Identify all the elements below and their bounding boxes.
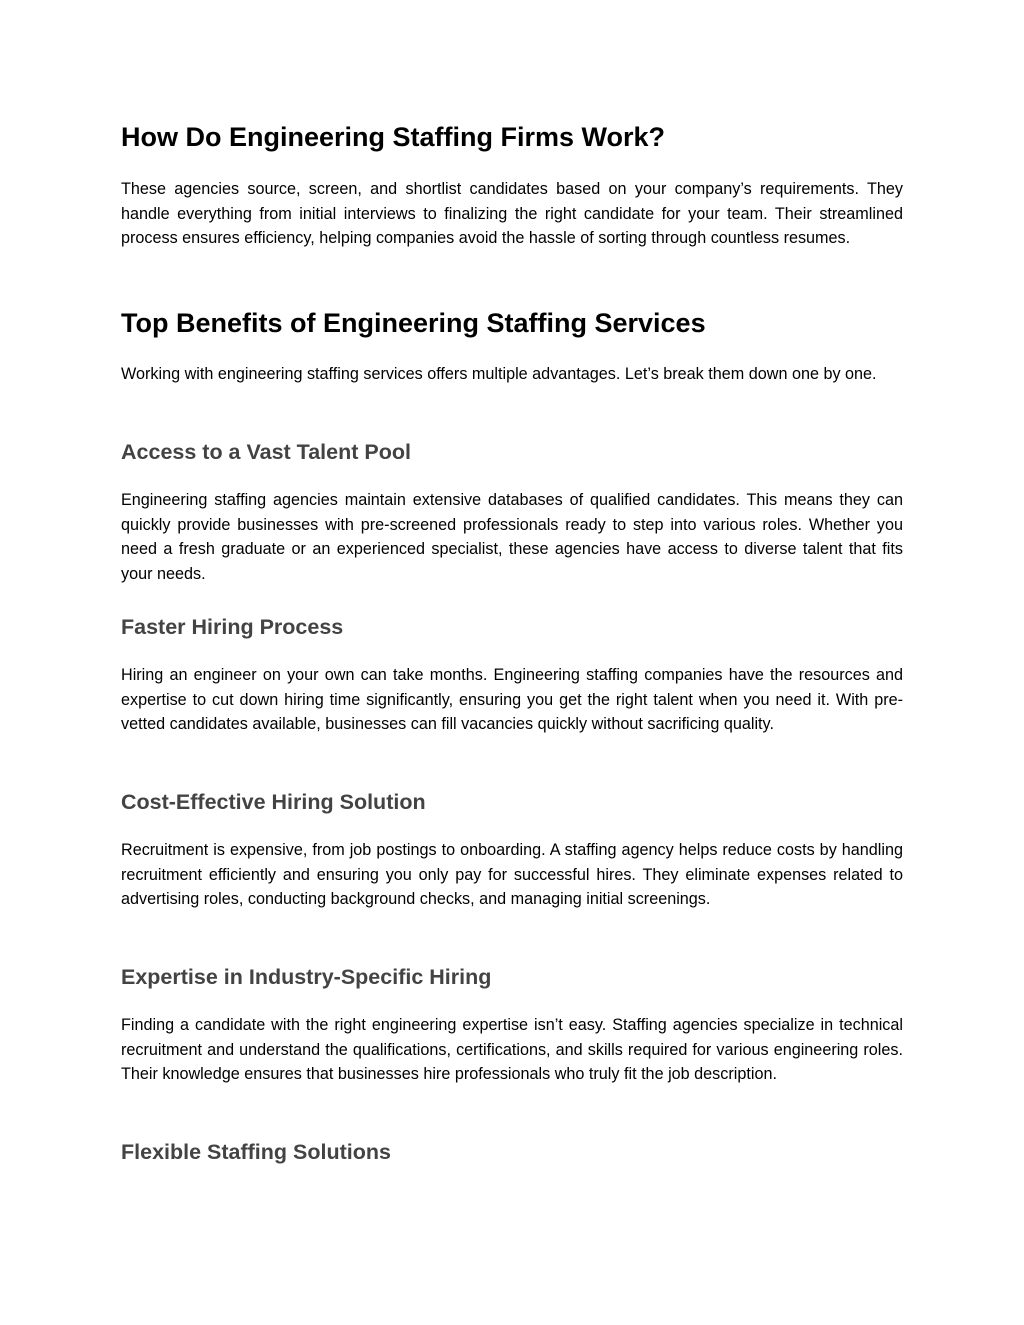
paragraph-talent-pool: Engineering staffing agencies maintain extensive databases of qualified candidates. This means they can quickly provide businesses with pre-screened professionals ready to step into various roles. Whether you need a fresh graduate or an experienced specialist, these agencies have access to diverse talent that fits your needs. — [121, 491, 903, 583]
subheading-cost-effective: Cost-Effective Hiring Solution — [121, 790, 426, 814]
heading-top-benefits: Top Benefits of Engineering Staffing Services — [121, 308, 706, 338]
subheading-talent-pool: Access to a Vast Talent Pool — [121, 440, 411, 464]
subheading-flexible-staffing: Flexible Staffing Solutions — [121, 1140, 391, 1164]
subheading-faster-hiring: Faster Hiring Process — [121, 615, 344, 639]
paragraph-top-benefits: Working with engineering staffing services offers multiple advantages. Let’s break them down one by one. — [121, 365, 877, 383]
paragraph-how-firms-work: These agencies source, screen, and shortlist candidates based on your company’s requirements. They handle everything from initial interviews to finalizing the right candidate for your team. Their streamlined process ensures efficiency, helping companies avoid the hassle of sorting through countless resumes. — [121, 180, 903, 247]
heading-how-firms-work: How Do Engineering Staffing Firms Work? — [121, 122, 666, 152]
paragraph-industry-expertise: Finding a candidate with the right engineering expertise isn’t easy. Staffing agencies specialize in technical recruitment and understand the qualifications, certifications, and skills required for various engineering roles. Their knowledge ensures that businesses hire professionals who truly fit the job description. — [121, 1016, 903, 1083]
paragraph-faster-hiring: Hiring an engineer on your own can take months. Engineering staffing companies have the resources and expertise to cut down hiring time significantly, ensuring you get the right talent when you need it. With pre-vetted candidates available, businesses can fill vacancies quickly without sacrificing quality. — [121, 666, 903, 733]
paragraph-cost-effective: Recruitment is expensive, from job postings to onboarding. A staffing agency helps reduce costs by handling recruitment efficiently and ensuring you only pay for successful hires. They eliminate expenses related to advertising roles, conducting background checks, and managing initial screenings. — [121, 841, 903, 908]
subheading-industry-expertise: Expertise in Industry-Specific Hiring — [121, 965, 492, 989]
